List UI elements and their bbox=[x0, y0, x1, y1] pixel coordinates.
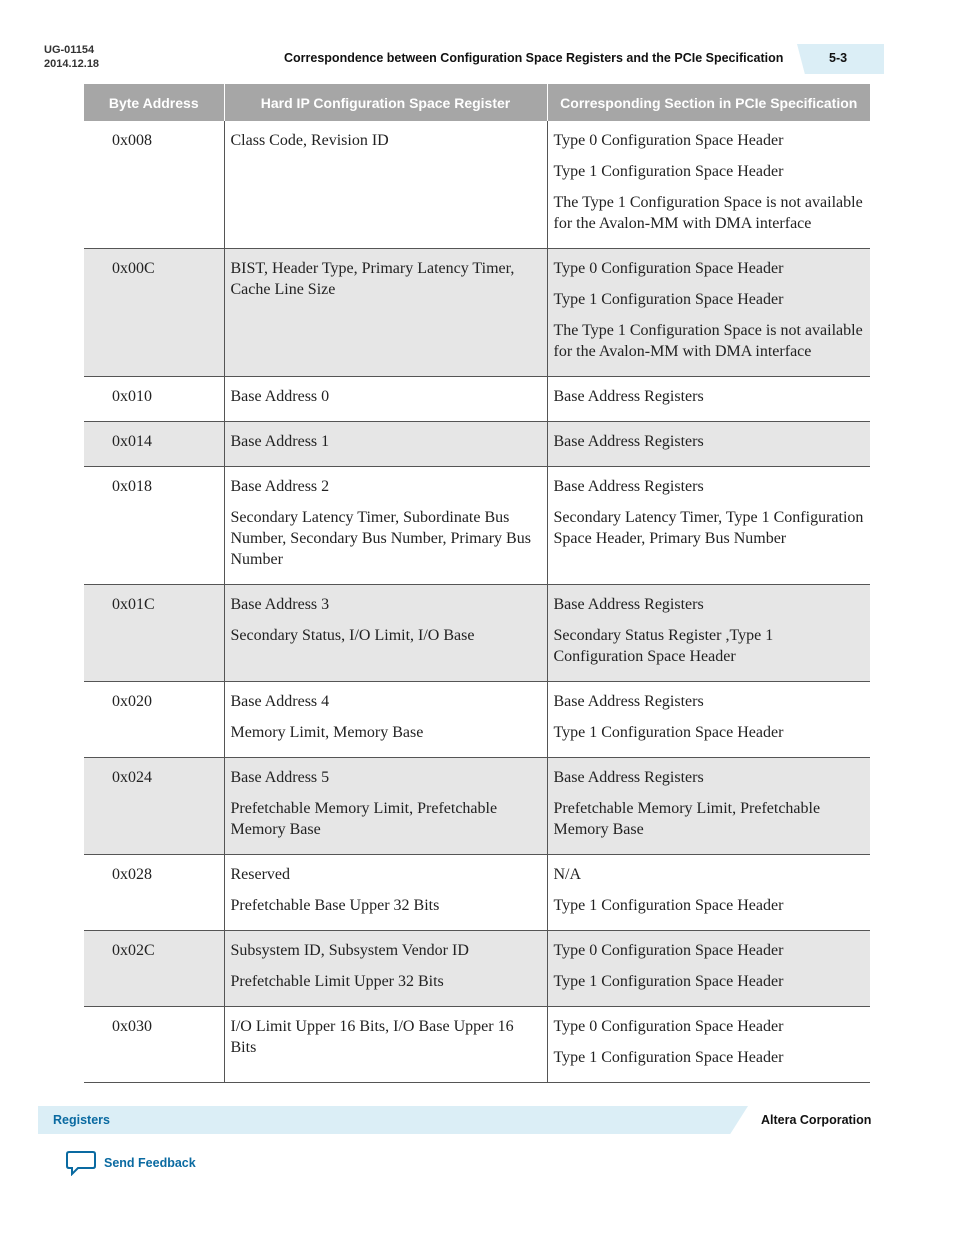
spec-section-cell bbox=[547, 585, 870, 682]
register-text: Reserved bbox=[230, 866, 291, 883]
spec-section-cell bbox=[547, 1007, 870, 1083]
spec-section-text: Base Address Registers bbox=[553, 596, 704, 613]
spec-section-cell bbox=[547, 931, 870, 1007]
spec-section-text: Type 1 Configuration Space Header bbox=[553, 291, 784, 308]
spec-section-text: The Type 1 Configuration Space is not available for the Avalon-MM with DMA interface bbox=[553, 322, 863, 360]
table-row bbox=[84, 758, 870, 855]
table-row bbox=[84, 467, 870, 585]
spec-section-text: Type 0 Configuration Space Header bbox=[553, 260, 784, 277]
register-cell bbox=[224, 1007, 547, 1083]
register-cell bbox=[224, 422, 547, 467]
byte-address-cell: 0x018 bbox=[84, 467, 224, 585]
spec-section-text: Type 0 Configuration Space Header bbox=[553, 1018, 784, 1035]
byte-address-cell: 0x024 bbox=[84, 758, 224, 855]
doc-id: UG-01154 bbox=[44, 44, 95, 56]
register-cell bbox=[224, 931, 547, 1007]
byte-address-cell: 0x014 bbox=[84, 422, 224, 467]
table-row bbox=[84, 585, 870, 682]
spec-section-text: Base Address Registers bbox=[553, 388, 704, 405]
byte-address-cell: 0x02C bbox=[84, 931, 224, 1007]
column-header-byte-address: Byte Address bbox=[84, 84, 224, 121]
register-cell bbox=[224, 377, 547, 422]
spec-section-cell bbox=[547, 121, 870, 249]
register-text: Prefetchable Memory Limit, Prefetchable Memory Base bbox=[230, 800, 498, 838]
spec-section-text: Type 1 Configuration Space Header bbox=[553, 973, 784, 990]
spec-section-cell bbox=[547, 855, 870, 931]
register-text: Base Address 0 bbox=[230, 388, 330, 405]
byte-address-cell: 0x028 bbox=[84, 855, 224, 931]
spec-section-cell bbox=[547, 758, 870, 855]
spec-section-text: Base Address Registers bbox=[553, 433, 704, 450]
doc-date: 2014.12.18 bbox=[44, 58, 100, 70]
register-text: Base Address 2 bbox=[230, 478, 330, 495]
spec-section-text: The Type 1 Configuration Space is not available for the Avalon-MM with DMA interface bbox=[553, 194, 863, 232]
spec-section-cell bbox=[547, 682, 870, 758]
table-row bbox=[84, 249, 870, 377]
column-header-spec-section: Corresponding Section in PCIe Specification bbox=[547, 84, 870, 121]
spec-section-cell bbox=[547, 467, 870, 585]
register-text: Subsystem ID, Subsystem Vendor ID bbox=[230, 942, 469, 959]
spec-section-text: N/A bbox=[553, 866, 582, 883]
byte-address-cell: 0x020 bbox=[84, 682, 224, 758]
register-cell bbox=[224, 121, 547, 249]
doc-id-block bbox=[44, 43, 99, 71]
table-row bbox=[84, 377, 870, 422]
register-text: Memory Limit, Memory Base bbox=[230, 724, 424, 741]
register-text: Base Address 3 bbox=[230, 596, 330, 613]
running-title: Correspondence between Configuration Space Registers and the PCIe Specification bbox=[284, 51, 784, 65]
spec-section-cell bbox=[547, 377, 870, 422]
register-text: I/O Limit Upper 16 Bits, I/O Base Upper 16 Bits bbox=[230, 1018, 514, 1056]
register-cell bbox=[224, 249, 547, 377]
table-row bbox=[84, 422, 870, 467]
register-text: Base Address 4 bbox=[230, 693, 330, 710]
footer-section-link[interactable]: Registers bbox=[53, 1113, 110, 1127]
spec-section-text: Secondary Status Register ,Type 1 Configuration Space Header bbox=[553, 627, 774, 665]
register-table bbox=[84, 84, 870, 1083]
spec-section-text: Type 1 Configuration Space Header bbox=[553, 897, 784, 914]
footer-band bbox=[38, 1106, 748, 1134]
send-feedback-link[interactable] bbox=[66, 1150, 196, 1176]
spec-section-text: Type 0 Configuration Space Header bbox=[553, 132, 784, 149]
page-number: 5-3 bbox=[829, 51, 848, 65]
register-cell bbox=[224, 585, 547, 682]
spec-section-text: Secondary Latency Timer, Type 1 Configuration Space Header, Primary Bus Number bbox=[553, 509, 864, 547]
spec-section-text: Type 1 Configuration Space Header bbox=[553, 1049, 784, 1066]
register-text: Secondary Status, I/O Limit, I/O Base bbox=[230, 627, 475, 644]
table-row bbox=[84, 682, 870, 758]
byte-address-cell: 0x00C bbox=[84, 249, 224, 377]
byte-address-cell: 0x01C bbox=[84, 585, 224, 682]
spec-section-text: Base Address Registers bbox=[553, 769, 704, 786]
register-cell bbox=[224, 758, 547, 855]
send-feedback-label: Send Feedback bbox=[104, 1156, 196, 1170]
byte-address-cell: 0x010 bbox=[84, 377, 224, 422]
register-text: Prefetchable Limit Upper 32 Bits bbox=[230, 973, 444, 990]
register-cell bbox=[224, 467, 547, 585]
register-text: Base Address 5 bbox=[230, 769, 330, 786]
register-text: Secondary Latency Timer, Subordinate Bus Number, Secondary Bus Number, Primary Bus Number bbox=[230, 509, 531, 568]
table-header-row bbox=[84, 84, 870, 121]
column-header-register: Hard IP Configuration Space Register bbox=[224, 84, 547, 121]
footer-company: Altera Corporation bbox=[761, 1113, 872, 1127]
spec-section-text: Base Address Registers bbox=[553, 693, 704, 710]
register-text: Class Code, Revision ID bbox=[230, 132, 389, 149]
spec-section-text: Type 1 Configuration Space Header bbox=[553, 163, 784, 180]
register-cell bbox=[224, 855, 547, 931]
spec-section-cell bbox=[547, 249, 870, 377]
spec-section-text: Base Address Registers bbox=[553, 478, 704, 495]
table-row bbox=[84, 855, 870, 931]
spec-section-text: Type 1 Configuration Space Header bbox=[553, 724, 784, 741]
register-text: Prefetchable Base Upper 32 Bits bbox=[230, 897, 440, 914]
speech-bubble-icon bbox=[66, 1150, 96, 1176]
table-body bbox=[84, 121, 870, 1083]
spec-section-text: Type 0 Configuration Space Header bbox=[553, 942, 784, 959]
spec-section-cell bbox=[547, 422, 870, 467]
table-row bbox=[84, 931, 870, 1007]
register-text: BIST, Header Type, Primary Latency Timer, Cache Line Size bbox=[230, 260, 515, 298]
byte-address-cell: 0x030 bbox=[84, 1007, 224, 1083]
table-row bbox=[84, 1007, 870, 1083]
byte-address-cell: 0x008 bbox=[84, 121, 224, 249]
register-text: Base Address 1 bbox=[230, 433, 330, 450]
table-row bbox=[84, 121, 870, 249]
register-cell bbox=[224, 682, 547, 758]
spec-section-text: Prefetchable Memory Limit, Prefetchable Memory Base bbox=[553, 800, 821, 838]
